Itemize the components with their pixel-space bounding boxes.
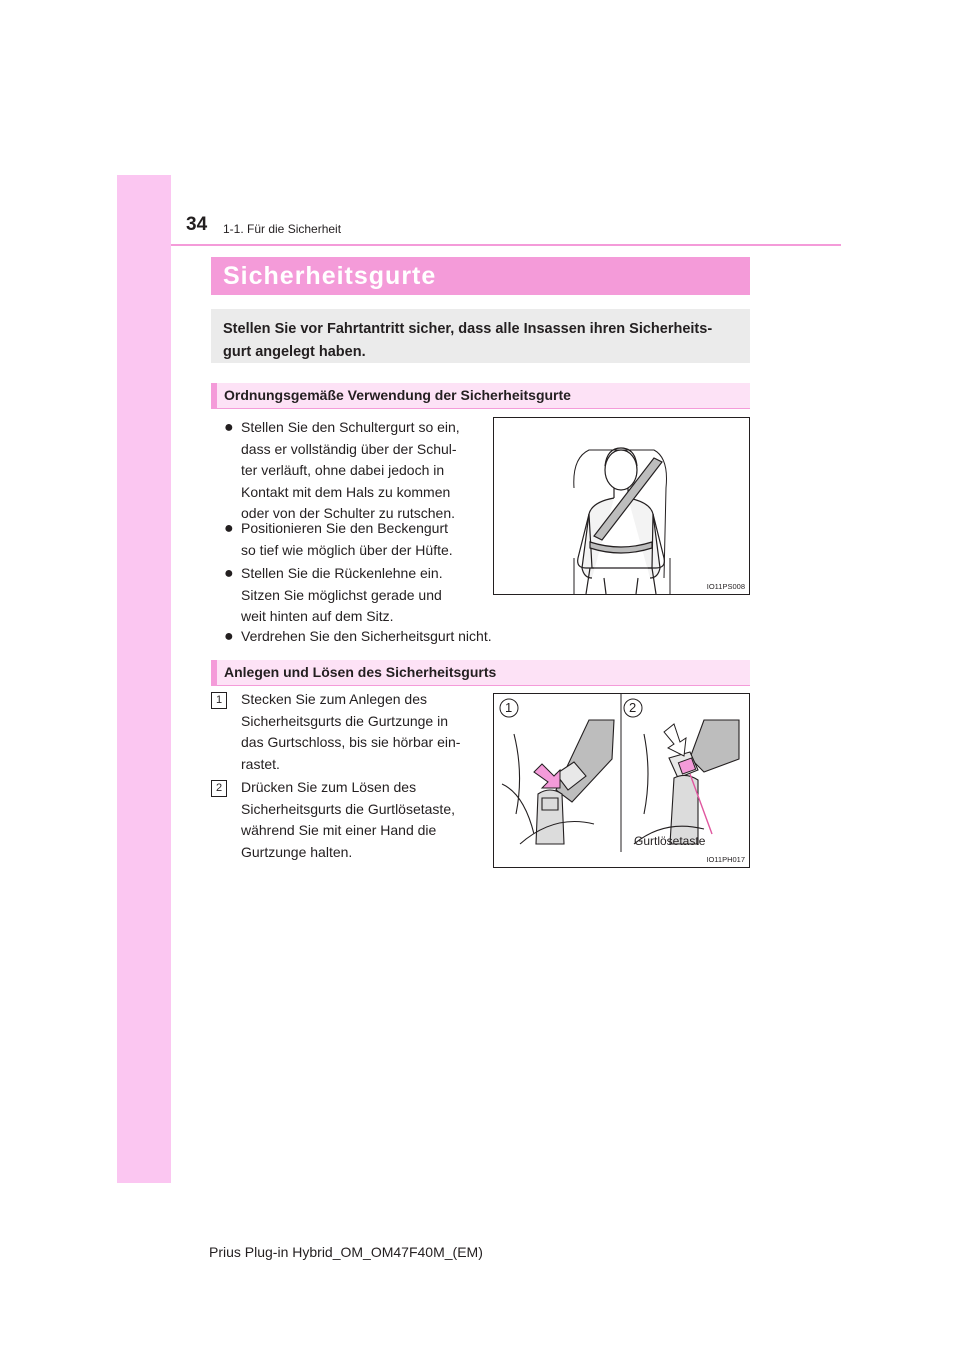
intro-line: Stellen Sie vor Fahrtantritt sicher, dass alle Insassen ihren Sicherheits- [223, 321, 713, 337]
side-tab-strip [117, 175, 171, 1183]
step-text [241, 777, 477, 863]
page-footer: Prius Plug-in Hybrid_OM_OM47F40M_(EM) [209, 1244, 483, 1260]
step-line: Gurtzunge halten. [241, 843, 353, 860]
bullet-line: Stellen Sie die Rückenlehne ein. [241, 565, 443, 581]
section-heading-label: Anlegen und Lösen des Sicherheitsgurts [224, 664, 497, 680]
step-line: Drücken Sie zum Lösen des [241, 779, 417, 795]
section-accent [211, 383, 217, 408]
buckle-figure [493, 693, 750, 868]
step-text [241, 689, 477, 775]
bullet-text [241, 563, 479, 628]
bullet-line: Verdrehen Sie den Sicherheitsgurt nicht. [241, 628, 492, 644]
step-line: das Gurtschloss, bis sie hörbar ein- [241, 734, 461, 750]
header-rule [171, 244, 841, 246]
bullet-text [241, 626, 741, 648]
figure-code: IO11PH017 [706, 855, 745, 864]
bullet-line: Kontakt mit dem Hals zu kommen [241, 483, 451, 500]
figure-code: IO11PS008 [706, 582, 745, 591]
step-line: rastet. [241, 755, 280, 772]
step-line: während Sie mit einer Hand die [241, 822, 437, 838]
step-line: Sicherheitsgurts die Gurtzunge in [241, 712, 448, 729]
panel-1-number: 1 [505, 700, 513, 715]
bullet-dot: ● [224, 565, 234, 582]
bullet-text [241, 518, 479, 561]
section-heading-fasten [211, 660, 750, 686]
seatbelt-figure [493, 417, 750, 595]
bullet-line: so tief wie möglich über der Hüfte. [241, 541, 453, 558]
bullet-line: dass er vollständig über der Schul- [241, 440, 457, 457]
bullet-line: Stellen Sie den Schultergurt so ein, [241, 419, 460, 435]
intro-box [211, 309, 750, 363]
section-accent [211, 660, 217, 685]
panel-2-number: 2 [629, 700, 637, 715]
section-heading-label: Ordnungsgemäße Verwendung der Sicherheitsgurte [224, 387, 571, 403]
bullet-dot: ● [224, 628, 234, 645]
bullet-line: Positionieren Sie den Beckengurt [241, 520, 449, 536]
page-number: 34 [186, 214, 208, 235]
step-number: 2 [211, 780, 227, 797]
step-line: Sicherheitsgurts die Gurtlösetaste, [241, 800, 455, 817]
intro-line: gurt angelegt haben. [223, 344, 366, 360]
bullet-line: Sitzen Sie möglichst gerade und [241, 586, 442, 603]
title-bar [211, 257, 750, 295]
page-title: Sicherheitsgurte [223, 262, 437, 290]
bullet-line: ter verläuft, ohne dabei jedoch in [241, 462, 445, 478]
buckle-illustration [494, 694, 749, 867]
bullet-line: oder von der Schulter zu rutschen. [241, 505, 456, 521]
release-button-label: Gurtlösetaste [634, 834, 706, 848]
section-heading-usage [211, 383, 750, 409]
step-number: 1 [211, 692, 227, 709]
chapter-title: 1-1. Für die Sicherheit [223, 222, 342, 236]
seated-person-illustration [494, 418, 749, 594]
bullet-text [241, 417, 479, 525]
bullet-dot: ● [224, 419, 234, 436]
bullet-line: weit hinten auf dem Sitz. [241, 608, 394, 624]
bullet-dot: ● [224, 520, 234, 537]
step-line: Stecken Sie zum Anlegen des [241, 691, 428, 707]
